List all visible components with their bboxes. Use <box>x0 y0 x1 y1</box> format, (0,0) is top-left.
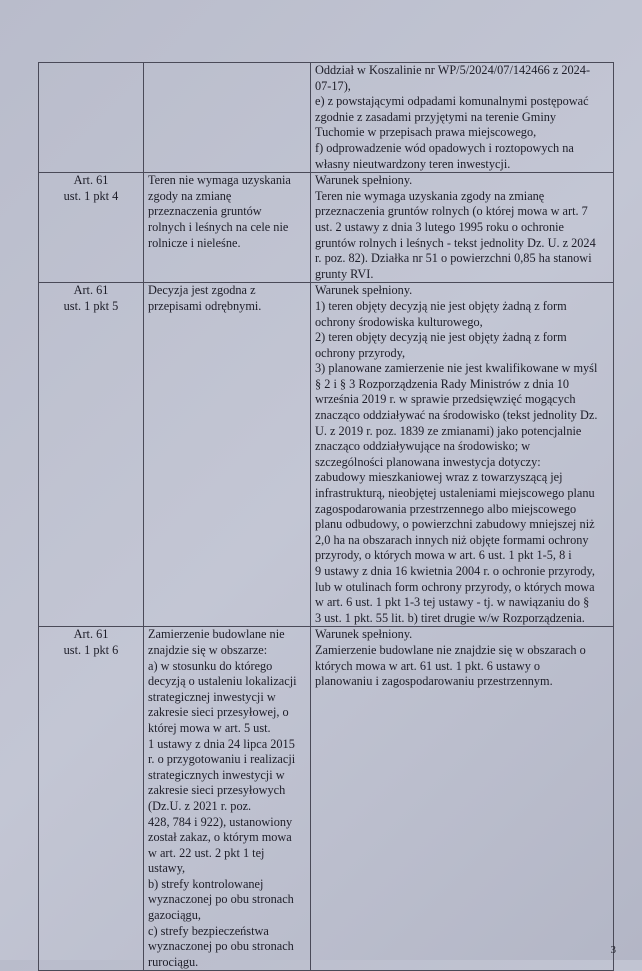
requirement-cell <box>144 63 311 173</box>
assessment-cell: Warunek spełniony. Teren nie wymaga uzyskania zgody na zmianę przeznaczenia gruntów rolnych (o której mowa w art. 7 ust. 2 ustawy z dnia 3 lutego 1995 roku o ochronie gruntów rolnych i leśnych - tekst jednolity Dz. U. z 2024 r. poz. 82). Działka nr 51 o powierzchni 0,85 ha stanowi grunty RVI. <box>311 173 614 283</box>
table-row <box>39 627 614 971</box>
requirement-cell: Zamierzenie budowlane nie znajdzie się w obszarze: a) w stosunku do którego decyzją o ustaleniu lokalizacji strategicznej inwestycji w zakresie sieci przesyłowej, o której mowa w art. 5 ust. 1 ustawy z dnia 24 lipca 2015 r. o przygotowaniu i realizacji strategicznych inwestycji w zakresie sieci przesyłowych (Dz.U. z 2021 r. poz. 428, 784 i 922), ustanowiony został zakaz, o którym mowa w art. 22 ust. 2 pkt 1 tej ustawy, b) strefy kontrolowanej wyznaczonej po obu stronach gazociągu, c) strefy bezpieczeństwa wyznaczonej po obu stronach rurociągu. <box>144 627 311 971</box>
page-number: 3 <box>610 944 616 956</box>
requirement-cell: Decyzja jest zgodna z przepisami odrębnymi. <box>144 283 311 627</box>
article-cell: Art. 61 ust. 1 pkt 4 <box>39 173 144 283</box>
table-row <box>39 283 614 627</box>
assessment-cell: Oddział w Koszalinie nr WP/5/2024/07/142466 z 2024- 07-17), e) z powstającymi odpadami komunalnymi postępować zgodnie z zasadami przyjętymi na terenie Gminy Tuchomie w przepisach prawa miejscowego, f) odprowadzenie wód opadowych i roztopowych na własny nieutwardzony teren inwestycji. <box>311 63 614 173</box>
article-cell: Art. 61 ust. 1 pkt 6 <box>39 627 144 971</box>
conditions-table <box>38 62 614 971</box>
article-cell <box>39 63 144 173</box>
assessment-cell: Warunek spełniony. Zamierzenie budowlane nie znajdzie się w obszarach o których mowa w art. 61 ust. 1 pkt. 6 ustawy o planowaniu i zagospodarowaniu przestrzennym. <box>311 627 614 971</box>
table-row <box>39 63 614 173</box>
article-cell: Art. 61 ust. 1 pkt 5 <box>39 283 144 627</box>
assessment-cell: Warunek spełniony. 1) teren objęty decyzją nie jest objęty żadną z form ochrony środowiska kulturowego, 2) teren objęty decyzją nie jest objęty żadną z form ochrony przyrody, 3) planowane zamierzenie nie jest kwalifikowane w myśl § 2 i § 3 Rozporządzenia Rady Ministrów z dnia 10 września 2019 r. w sprawie przedsięwzięć mogących znacząco oddziaływać na środowisko (tekst jednolity Dz. U. z 2019 r. poz. 1839 ze zmianami) jako potencjalnie znacząco oddziaływujące na środowisko; w szczególności planowana inwestycja dotyczy: zabudowy mieszkaniowej wraz z towarzyszącą jej infrastrukturą, nieobjętej ustaleniami miejscowego planu zagospodarowania przestrzennego albo miejscowego planu odbudowy, o powierzchni zabudowy mniejszej niż 2,0 ha na obszarach innych niż objęte formami ochrony przyrody, o których mowa w art. 6 ust. 1 pkt 1-5, 8 i 9 ustawy z dnia 16 kwietnia 2004 r. o ochronie przyrody, lub w otulinach form ochrony przyrody, o których mowa w art. 6 ust. 1 pkt 1-3 tej ustawy - tj. w nawiązaniu do § 3 ust. 1 pkt. 55 lit. b) tiret drugie w/w Rozporządzenia. <box>311 283 614 627</box>
requirement-cell: Teren nie wymaga uzyskania zgody na zmianę przeznaczenia gruntów rolnych i leśnych na cele nie rolnicze i nieleśne. <box>144 173 311 283</box>
table-row <box>39 173 614 283</box>
